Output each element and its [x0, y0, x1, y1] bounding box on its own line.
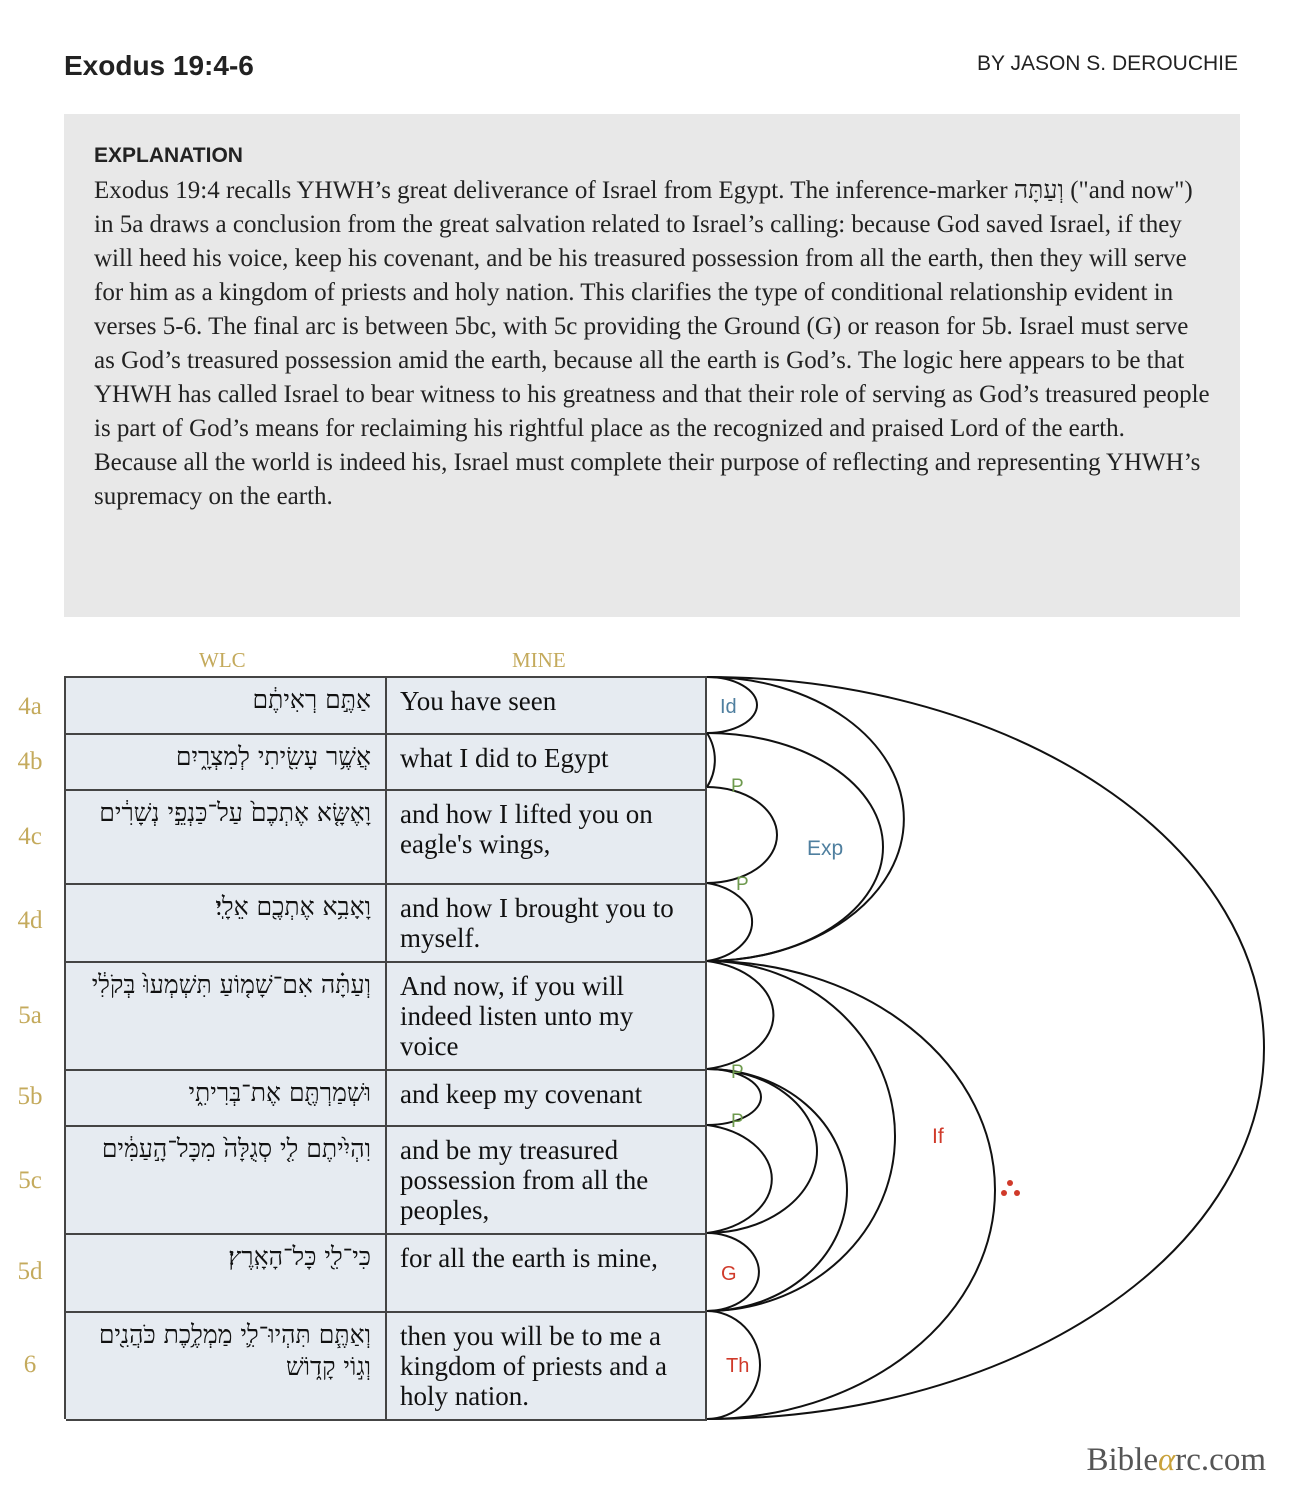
arc-label-g: G — [721, 1263, 737, 1285]
arc-if-then — [707, 961, 995, 1419]
three-dot-icon — [1001, 1180, 1020, 1196]
arc-label-p: P — [731, 776, 744, 797]
english-cell: what I did to Egypt — [387, 735, 707, 789]
column-header-mine: MINE — [512, 648, 566, 672]
arc-4b-4c — [707, 733, 715, 787]
brand-accent: α — [1157, 1442, 1176, 1478]
hebrew-cell: וְאַתֶּ֧ם תִּהְיוּ־לִ֛י מַמְלֶ֥כֶת כֹּהֲנִ֖ים וְג֣וֹי קָד֑וֹשׁ — [66, 1313, 387, 1419]
english-cell: and how I lifted you on eagle's wings, — [387, 791, 707, 883]
verse-ref-6: 6 — [23, 1351, 37, 1378]
arc-label-exp: Exp — [807, 837, 844, 860]
arc-5c — [707, 1125, 772, 1233]
english-cell: and keep my covenant — [387, 1071, 707, 1125]
english-cell: then you will be to me a kingdom of priests and a holy nation. — [387, 1313, 707, 1419]
arc-if — [707, 961, 895, 1311]
hebrew-cell: וְעַתָּ֗ה אִם־שָׁמ֤וֹעַ תִּשְׁמְעוּ֙ בְּקֹלִ֔י — [66, 963, 387, 1069]
arc-label-id: Id — [720, 696, 737, 718]
arc-label-p: P — [731, 1111, 744, 1132]
verse-ref-5d: 5d — [17, 1258, 43, 1285]
english-cell: You have seen — [387, 678, 707, 733]
brand-suffix: rc.com — [1175, 1442, 1266, 1478]
hebrew-cell: אֲשֶׁ֥ר עָשִׂ֖יתִי לְמִצְרָ֑יִם — [66, 735, 387, 789]
biblearc-logo — [1086, 1442, 1266, 1479]
arc-5a-5b — [707, 961, 773, 1069]
explanation-text: Exodus 19:4 recalls YHWH’s great deliverance of Israel from Egypt. The inference-marker וְעַתָּה ("and now") in 5a draws a conclusion from the great salvation related to Israel’s calling: because God saved Israel, if they will heed his voice, keep his covenant, and be his treasured possession from all the earth, then they will serve for him as a kingdom of priests and holy nation. This clarifies the type of conditional relationship evident in verses 5-6. The final arc is between 5bc, with 5c providing the Ground (G) or reason for 5b. Israel must serve as God’s treasured possession amid the earth, because all the earth is God’s. The logic here appears to be that YHWH has called Israel to bear witness to his greatness and that their role of serving as God’s treasured people is part of God’s means for reclaiming his rightful place as the recognized and praised Lord of the earth. Because all the world is indeed his, Israel must complete their purpose of reflecting and representing YHWH’s supremacy on the earth. — [94, 177, 1210, 510]
arc-label-th: Th — [726, 1355, 750, 1377]
verse-ref-5c: 5c — [18, 1167, 42, 1194]
author-byline: BY JASON S. DEROUCHIE — [976, 52, 1238, 75]
arc-label-p: P — [731, 1062, 744, 1083]
english-cell: for all the earth is mine, — [387, 1235, 707, 1311]
arc-exp — [707, 733, 883, 961]
verse-ref-5b: 5b — [17, 1083, 43, 1110]
brand-prefix: Bible — [1086, 1442, 1158, 1478]
arc-outer — [707, 677, 1264, 1419]
explanation-heading: EXPLANATION — [94, 144, 243, 167]
verse-ref-5a: 5a — [18, 1002, 42, 1029]
verse-ref-4c: 4c — [18, 823, 42, 850]
english-cell: And now, if you will indeed listen unto my voice — [387, 963, 707, 1069]
english-cell: and be my treasured possession from all the peoples, — [387, 1127, 707, 1233]
hebrew-cell: וָאֶשָּׂ֤א אֶתְכֶם֙ עַל־כַּנְפֵ֣י נְשָׁרִ֔ים — [66, 791, 387, 883]
verse-ref-4d: 4d — [17, 907, 43, 934]
hebrew-cell: אַתֶּ֣ם רְאִיתֶ֔ם — [66, 678, 387, 733]
arc-4c-4d — [707, 787, 777, 883]
column-header-wlc: WLC — [199, 648, 246, 672]
arc-label-p: P — [736, 874, 749, 895]
verse-ref-4b: 4b — [17, 748, 43, 775]
page-title: Exodus 19:4-6 — [64, 50, 254, 81]
hebrew-cell: וִהְיִ֨יתֶם לִ֤י סְגֻלָּה֙ מִכָּל־הָ֣עַמִּ֔ים — [66, 1127, 387, 1233]
arc-label-if: If — [932, 1125, 944, 1148]
hebrew-cell: וָאָבִ֥א אֶתְכֶ֖ם אֵלָֽי׃ — [66, 885, 387, 961]
verse-ref-4a: 4a — [18, 693, 42, 720]
hebrew-cell: וּשְׁמַרְתֶּ֖ם אֶת־בְּרִיתִ֑י — [66, 1071, 387, 1125]
arc-id-exp — [707, 677, 904, 961]
english-cell: and how I brought you to myself. — [387, 885, 707, 961]
hebrew-cell: כִּי־לִ֖י כָּל־הָאָֽרֶץ׃ — [66, 1235, 387, 1311]
